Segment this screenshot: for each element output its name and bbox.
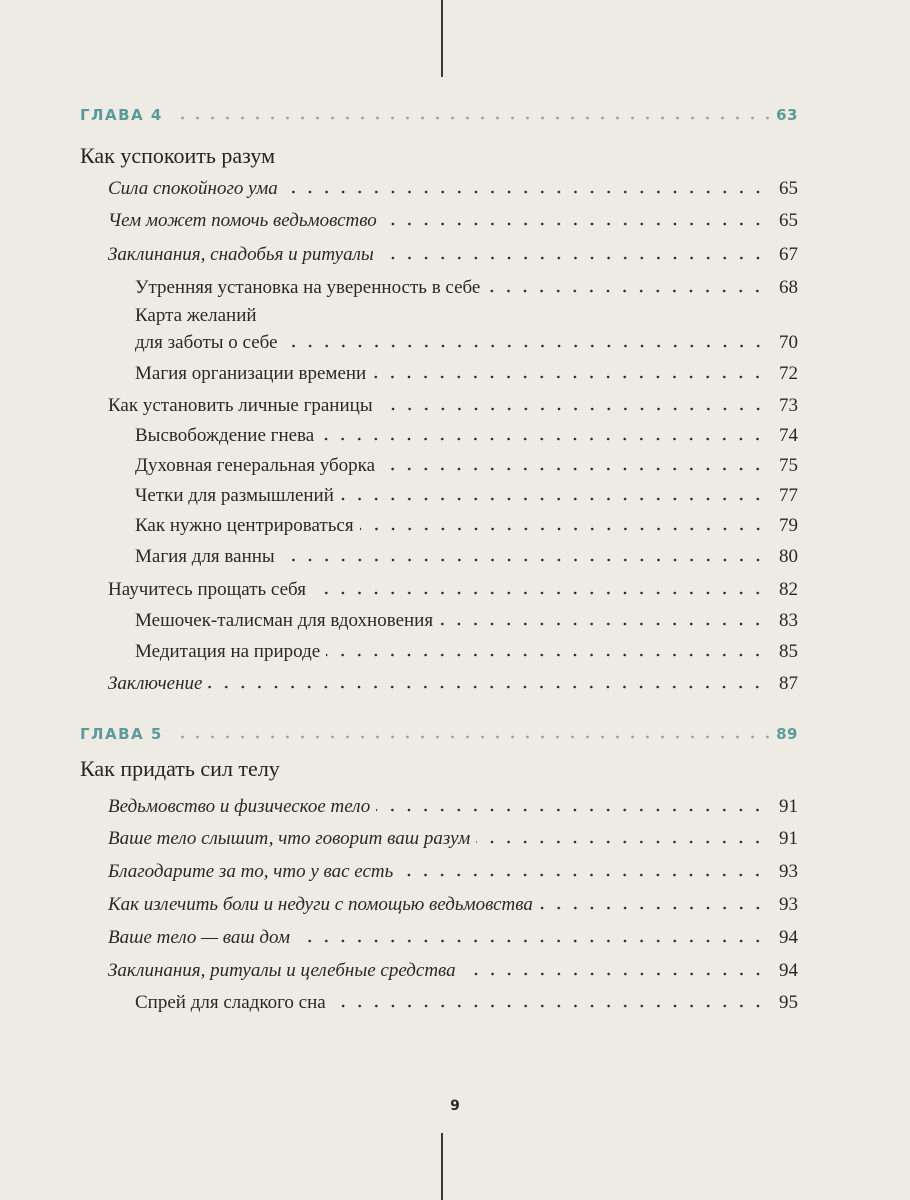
entry-page: 68 [779, 277, 798, 298]
toc-entry[interactable] [80, 927, 798, 949]
dot-leader [340, 497, 766, 501]
dot-leader [360, 527, 766, 531]
toc-entry[interactable] [80, 485, 798, 507]
dot-leader [383, 222, 766, 226]
entry-label: Мешочек-талисман для вдохновения [135, 610, 434, 631]
entry-page: 94 [779, 960, 798, 981]
entry-label: Заклинания, ритуалы и целебные средства [108, 960, 456, 981]
dot-leader [476, 840, 766, 844]
dot-leader [284, 344, 766, 348]
dot-leader [208, 685, 766, 689]
toc-entry[interactable] [80, 244, 798, 266]
chapter-title: Как успокоить разум [80, 143, 275, 168]
toc-entry[interactable] [80, 455, 798, 477]
toc-entry[interactable] [80, 894, 798, 916]
toc-entry[interactable] [80, 796, 798, 818]
chapter-page: 63 [776, 106, 798, 124]
dot-leader [175, 116, 774, 120]
toc-entry[interactable] [80, 610, 798, 632]
entry-page: 65 [779, 210, 798, 231]
entry-page: 67 [779, 244, 798, 265]
entry-label: Медитация на природе [135, 641, 321, 662]
entry-label: Сила спокойного ума [108, 178, 278, 199]
entry-page: 73 [779, 395, 798, 416]
entry-label: Магия организации времени [135, 363, 367, 384]
toc-entry[interactable] [80, 960, 798, 982]
toc-entry[interactable] [80, 178, 798, 200]
dot-leader [320, 437, 766, 441]
toc-entry[interactable] [80, 546, 798, 568]
entry-page: 85 [779, 641, 798, 662]
entry-page: 72 [779, 363, 798, 384]
entry-label: Благодарите за то, что у вас есть [108, 861, 394, 882]
dot-leader [376, 808, 766, 812]
page-number: 9 [450, 1098, 460, 1114]
chapter-page: 89 [776, 725, 798, 743]
entry-label: Чем может помочь ведьмовство [108, 210, 377, 231]
dot-leader [486, 289, 766, 293]
dot-leader [312, 591, 766, 595]
entry-page: 70 [779, 332, 798, 353]
entry-page: 93 [779, 861, 798, 882]
entry-page: 75 [779, 455, 798, 476]
dot-leader [462, 972, 766, 976]
dot-leader [379, 407, 766, 411]
dot-leader [380, 256, 766, 260]
entry-label-line1[interactable]: Карта желаний [135, 305, 257, 326]
chapter-label: ГЛАВА 5 [80, 725, 163, 743]
entry-page: 93 [779, 894, 798, 915]
dot-leader [326, 653, 766, 657]
toc-entry[interactable] [80, 425, 798, 447]
toc-entry[interactable] [80, 210, 798, 232]
entry-page: 82 [779, 579, 798, 600]
dot-leader [175, 735, 774, 739]
dot-leader [284, 190, 766, 194]
dot-leader [381, 467, 766, 471]
toc-entry[interactable] [80, 861, 798, 883]
entry-label: Как излечить боли и недуги с помощью ведьмовства [108, 894, 533, 915]
chapter-label: ГЛАВА 4 [80, 106, 163, 124]
dot-leader [281, 558, 766, 562]
entry-page: 74 [779, 425, 798, 446]
bottom-divider-line [441, 1133, 443, 1200]
entry-label: Утренняя установка на уверенность в себе [135, 277, 481, 298]
toc-entry[interactable] [80, 992, 798, 1014]
chapter-4-heading[interactable] [80, 106, 798, 124]
entry-label: Магия для ванны [135, 546, 275, 567]
dot-leader [332, 1004, 766, 1008]
dot-leader [399, 873, 766, 877]
entry-label: Ваше тело слышит, что говорит ваш разум [108, 828, 471, 849]
entry-label: Духовная генеральная уборка [135, 455, 376, 476]
chapter-title: Как придать сил телу [80, 756, 280, 781]
toc-entry[interactable] [80, 828, 798, 850]
toc-entry[interactable] [80, 332, 798, 354]
toc-entry[interactable] [80, 363, 798, 385]
entry-label: Четки для размышлений [135, 485, 334, 506]
toc-entry[interactable] [80, 673, 798, 695]
entry-label: Научитесь прощать себя [108, 579, 306, 600]
toc-entry[interactable] [80, 395, 798, 417]
dot-leader [439, 622, 766, 626]
entry-page: 83 [779, 610, 798, 631]
entry-page: 80 [779, 546, 798, 567]
entry-page: 77 [779, 485, 798, 506]
entry-page: 91 [779, 828, 798, 849]
entry-label: Ведьмовство и физическое тело [108, 796, 371, 817]
entry-page: 91 [779, 796, 798, 817]
entry-label: Заключение [108, 673, 203, 694]
entry-label: для заботы о себе [135, 332, 278, 353]
chapter-5-heading[interactable] [80, 725, 798, 743]
entry-label: Ваше тело — ваш дом [108, 927, 290, 948]
toc-entry[interactable] [80, 277, 798, 299]
toc-entry[interactable] [80, 579, 798, 601]
entry-label: Как установить личные границы [108, 395, 373, 416]
entry-page: 94 [779, 927, 798, 948]
entry-label: Высвобождение гнева [135, 425, 315, 446]
top-divider-line [441, 0, 443, 77]
toc-entry[interactable] [80, 515, 798, 537]
entry-label: Спрей для сладкого сна [135, 992, 326, 1013]
dot-leader [372, 375, 766, 379]
entry-page: 95 [779, 992, 798, 1013]
entry-page: 65 [779, 178, 798, 199]
dot-leader [539, 906, 766, 910]
dot-leader [296, 939, 766, 943]
entry-label: Как нужно центрироваться [135, 515, 354, 536]
toc-entry[interactable] [80, 641, 798, 663]
entry-page: 79 [779, 515, 798, 536]
entry-page: 87 [779, 673, 798, 694]
entry-label: Заклинания, снадобья и ритуалы [108, 244, 374, 265]
